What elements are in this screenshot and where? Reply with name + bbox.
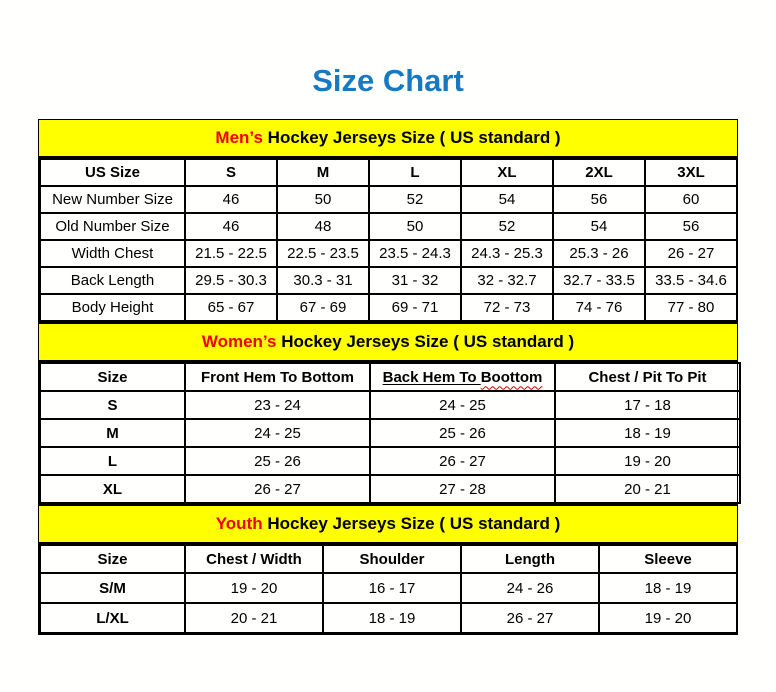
value-cell: 23 - 24 [185, 391, 370, 419]
mens-section-header [39, 120, 737, 158]
youth-size-table [39, 544, 738, 634]
value-cell: 77 - 80 [645, 294, 737, 321]
value-cell: 17 - 18 [555, 391, 740, 419]
header-cell: 3XL [645, 159, 737, 186]
womens-highlight-label: Women’s [201, 332, 277, 351]
row-label-cell: Body Height [40, 294, 185, 321]
table-row [40, 603, 737, 633]
value-cell: 72 - 73 [461, 294, 553, 321]
row-label-cell: S [40, 391, 185, 419]
header-cell: XL [461, 159, 553, 186]
value-cell: 54 [461, 186, 553, 213]
value-cell: 18 - 19 [599, 573, 737, 603]
row-label-cell: Old Number Size [40, 213, 185, 240]
header-cell: Size [40, 545, 185, 573]
value-cell: 25 - 26 [185, 447, 370, 475]
header-cell [370, 363, 555, 391]
row-label-cell: M [40, 419, 185, 447]
value-cell: 46 [185, 213, 277, 240]
value-cell: 19 - 20 [185, 573, 323, 603]
womens-header-row [40, 363, 740, 391]
youth-section-title-rest: Hockey Jerseys Size ( US standard ) [262, 514, 561, 533]
value-cell: 69 - 71 [369, 294, 461, 321]
value-cell: 25.3 - 26 [553, 240, 645, 267]
value-cell: 26 - 27 [461, 603, 599, 633]
table-row [40, 391, 740, 419]
header-cell: L [369, 159, 461, 186]
header-cell: Chest / Pit To Pit [555, 363, 740, 391]
value-cell: 32.7 - 33.5 [553, 267, 645, 294]
value-cell: 19 - 20 [555, 447, 740, 475]
value-cell: 19 - 20 [599, 603, 737, 633]
value-cell: 52 [461, 213, 553, 240]
header-cell: 2XL [553, 159, 645, 186]
value-cell: 21.5 - 22.5 [185, 240, 277, 267]
value-cell: 18 - 19 [323, 603, 461, 633]
table-row [40, 213, 737, 240]
row-label-cell: Back Length [40, 267, 185, 294]
mens-highlight-label: Men’s [215, 128, 263, 147]
value-cell: 60 [645, 186, 737, 213]
value-cell: 24 - 26 [461, 573, 599, 603]
value-cell: 30.3 - 31 [277, 267, 369, 294]
row-label-cell: Width Chest [40, 240, 185, 267]
value-cell: 26 - 27 [645, 240, 737, 267]
table-row [40, 419, 740, 447]
table-row [40, 240, 737, 267]
header-cell: Chest / Width [185, 545, 323, 573]
header-cell: M [277, 159, 369, 186]
womens-size-table [39, 362, 741, 504]
page-title: Size Chart [312, 63, 464, 98]
youth-section-header [39, 504, 737, 544]
header-cell: S [185, 159, 277, 186]
value-cell: 22.5 - 23.5 [277, 240, 369, 267]
mens-size-table [39, 158, 738, 322]
value-cell: 56 [553, 186, 645, 213]
youth-highlight-label: Youth [215, 514, 263, 533]
value-cell: 18 - 19 [555, 419, 740, 447]
value-cell: 26 - 27 [370, 447, 555, 475]
table-row [40, 186, 737, 213]
table-row [40, 267, 737, 294]
value-cell: 46 [185, 186, 277, 213]
womens-section-header [39, 322, 737, 362]
header-text-underlined: Back Hem To [382, 368, 481, 386]
value-cell: 24.3 - 25.3 [461, 240, 553, 267]
value-cell: 24 - 25 [185, 419, 370, 447]
row-label-cell: XL [40, 475, 185, 503]
size-chart-tables [38, 119, 738, 635]
mens-section-title-rest: Hockey Jerseys Size ( US standard ) [262, 128, 561, 147]
value-cell: 20 - 21 [185, 603, 323, 633]
header-cell: Shoulder [323, 545, 461, 573]
value-cell: 74 - 76 [553, 294, 645, 321]
header-cell: Sleeve [599, 545, 737, 573]
value-cell: 23.5 - 24.3 [369, 240, 461, 267]
row-label-cell: L [40, 447, 185, 475]
header-cell: Length [461, 545, 599, 573]
row-label-cell: L/XL [40, 603, 185, 633]
youth-header-row [40, 545, 737, 573]
value-cell: 29.5 - 30.3 [185, 267, 277, 294]
value-cell: 67 - 69 [277, 294, 369, 321]
value-cell: 65 - 67 [185, 294, 277, 321]
value-cell: 31 - 32 [369, 267, 461, 294]
value-cell: 50 [369, 213, 461, 240]
value-cell: 24 - 25 [370, 391, 555, 419]
value-cell: 52 [369, 186, 461, 213]
value-cell: 16 - 17 [323, 573, 461, 603]
misspelled-word-squiggle: Boottom [480, 368, 543, 386]
row-label-cell: S/M [40, 573, 185, 603]
header-cell: US Size [40, 159, 185, 186]
value-cell: 33.5 - 34.6 [645, 267, 737, 294]
value-cell: 32 - 32.7 [461, 267, 553, 294]
header-cell: Size [40, 363, 185, 391]
womens-section-title-rest: Hockey Jerseys Size ( US standard ) [276, 332, 575, 351]
table-row [40, 573, 737, 603]
table-row [40, 447, 740, 475]
value-cell: 56 [645, 213, 737, 240]
value-cell: 25 - 26 [370, 419, 555, 447]
value-cell: 27 - 28 [370, 475, 555, 503]
table-row [40, 294, 737, 321]
value-cell: 48 [277, 213, 369, 240]
table-row [40, 475, 740, 503]
value-cell: 54 [553, 213, 645, 240]
value-cell: 20 - 21 [555, 475, 740, 503]
mens-header-row [40, 159, 737, 186]
row-label-cell: New Number Size [40, 186, 185, 213]
value-cell: 26 - 27 [185, 475, 370, 503]
header-cell: Front Hem To Bottom [185, 363, 370, 391]
value-cell: 50 [277, 186, 369, 213]
